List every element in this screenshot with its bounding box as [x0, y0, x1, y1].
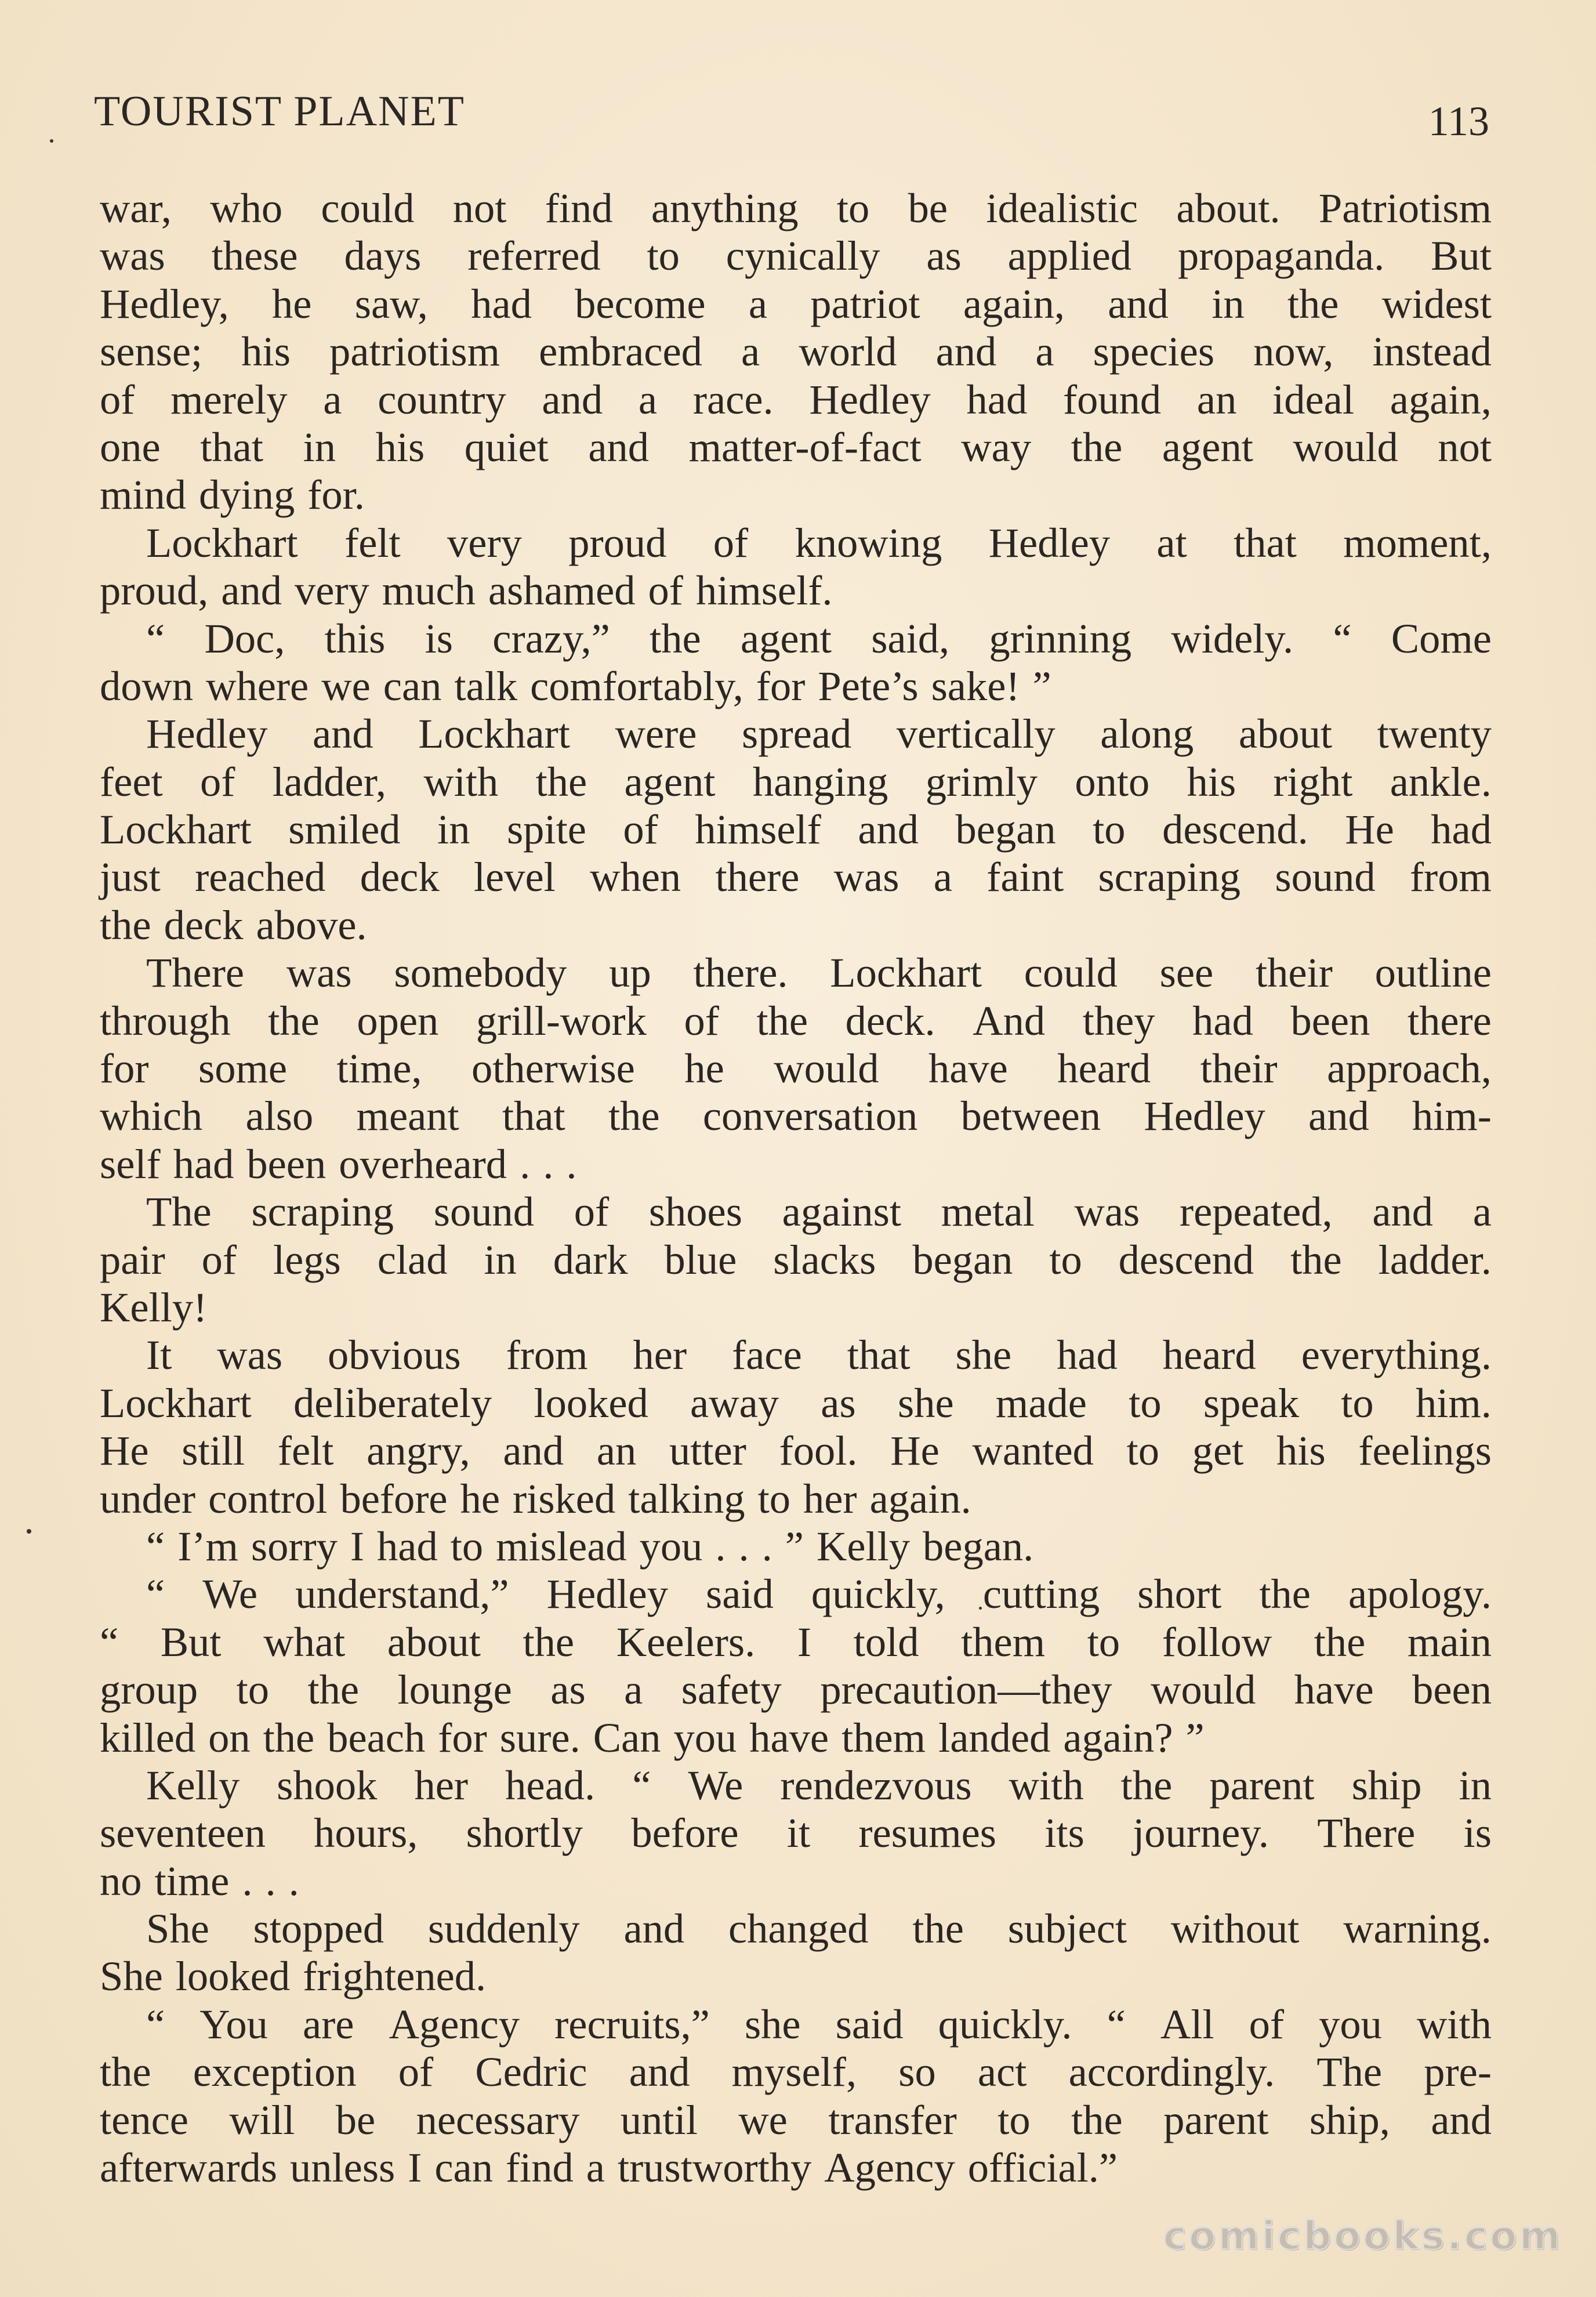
text-line: Lockhart felt very proud of knowing Hedley at that moment, [146, 519, 1492, 566]
text-line: sense; his patriotism embraced a world and a species now, instead [100, 328, 1492, 375]
running-title: TOURIST PLANET [94, 88, 465, 135]
text-line: “ You are Agency recruits,” she said quickly. “ All of you with [146, 2000, 1492, 2048]
text-line: Lockhart smiled in spite of himself and began to descend. He had [100, 806, 1492, 853]
text-line: group to the lounge as a safety precaution—they would have been [100, 1666, 1492, 1713]
text-line: She stopped suddenly and changed the subject without warning. [146, 1905, 1492, 1952]
text-line: “ But what about the Keelers. I told them to follow the main [100, 1618, 1492, 1665]
text-line: of merely a country and a race. Hedley had found an ideal again, [100, 375, 1492, 423]
text-line: for some time, otherwise he would have heard their approach, [100, 1045, 1492, 1092]
text-line: tence will be necessary until we transfer to the parent ship, and [100, 2096, 1492, 2143]
text-line: “ Doc, this is crazy,” the agent said, grinning widely. “ Come [146, 614, 1492, 662]
text-line: proud, and very much ashamed of himself. [100, 567, 833, 614]
text-line: afterwards unless I can find a trustworthy Agency official.” [100, 2144, 1118, 2191]
text-line: mind dying for. [100, 471, 365, 519]
text-line: killed on the beach for sure. Can you have them landed again? ” [100, 1713, 1205, 1761]
text-line: seventeen hours, shortly before it resumes its journey. There is [100, 1809, 1492, 1857]
page-number: 113 [1428, 98, 1489, 144]
text-line: pair of legs clad in dark blue slacks began to descend the ladder. [100, 1236, 1492, 1283]
text-line: one that in his quiet and matter-of-fact way the agent would not [100, 423, 1492, 470]
text-line: feet of ladder, with the agent hanging grimly onto his right ankle. [100, 758, 1492, 805]
text-line: He still felt angry, and an utter fool. He wanted to get his feelings [100, 1427, 1492, 1474]
text-line: under control before he risked talking to her again. [100, 1474, 971, 1522]
text-line: Hedley, he saw, had become a patriot again, and in the widest [100, 280, 1492, 327]
paper-speck [27, 1529, 31, 1534]
text-line: just reached deck level when there was a faint scraping sound from [100, 853, 1492, 901]
watermark: comicbooks.com [1162, 2213, 1562, 2259]
text-line: the exception of Cedric and myself, so act accordingly. The pre- [100, 2048, 1492, 2096]
paper-speck [50, 139, 53, 143]
text-line: no time . . . [100, 1857, 299, 1904]
text-line: through the open grill-work of the deck. And they had been there [100, 997, 1492, 1044]
body-text [100, 184, 1492, 2191]
text-line: There was somebody up there. Lockhart could see their outline [146, 949, 1492, 997]
text-line: Kelly! [100, 1283, 208, 1331]
paper-speck [979, 1607, 982, 1610]
text-line: Lockhart deliberately looked away as she made to speak to him. [100, 1379, 1492, 1426]
text-line: which also meant that the conversation between Hedley and him- [100, 1092, 1492, 1140]
text-line: The scraping sound of shoes against metal was repeated, and a [146, 1188, 1492, 1236]
text-line: down where we can talk comfortably, for Pete’s sake! ” [100, 662, 1051, 709]
text-line: self had been overheard . . . [100, 1140, 577, 1187]
text-line: Kelly shook her head. “ We rendezvous with the parent ship in [146, 1761, 1492, 1809]
text-line: It was obvious from her face that she had heard everything. [146, 1331, 1492, 1379]
text-line: war, who could not find anything to be idealistic about. Patriotism [100, 184, 1492, 231]
text-line: “ We understand,” Hedley said quickly, cutting short the apology. [146, 1570, 1492, 1618]
text-line: “ I’m sorry I had to mislead you . . . ” Kelly began. [146, 1522, 1034, 1570]
text-line: She looked frightened. [100, 1952, 487, 2000]
text-line: Hedley and Lockhart were spread vertically along about twenty [146, 710, 1492, 758]
text-line: was these days referred to cynically as applied propaganda. But [100, 232, 1492, 280]
text-line: the deck above. [100, 901, 367, 948]
